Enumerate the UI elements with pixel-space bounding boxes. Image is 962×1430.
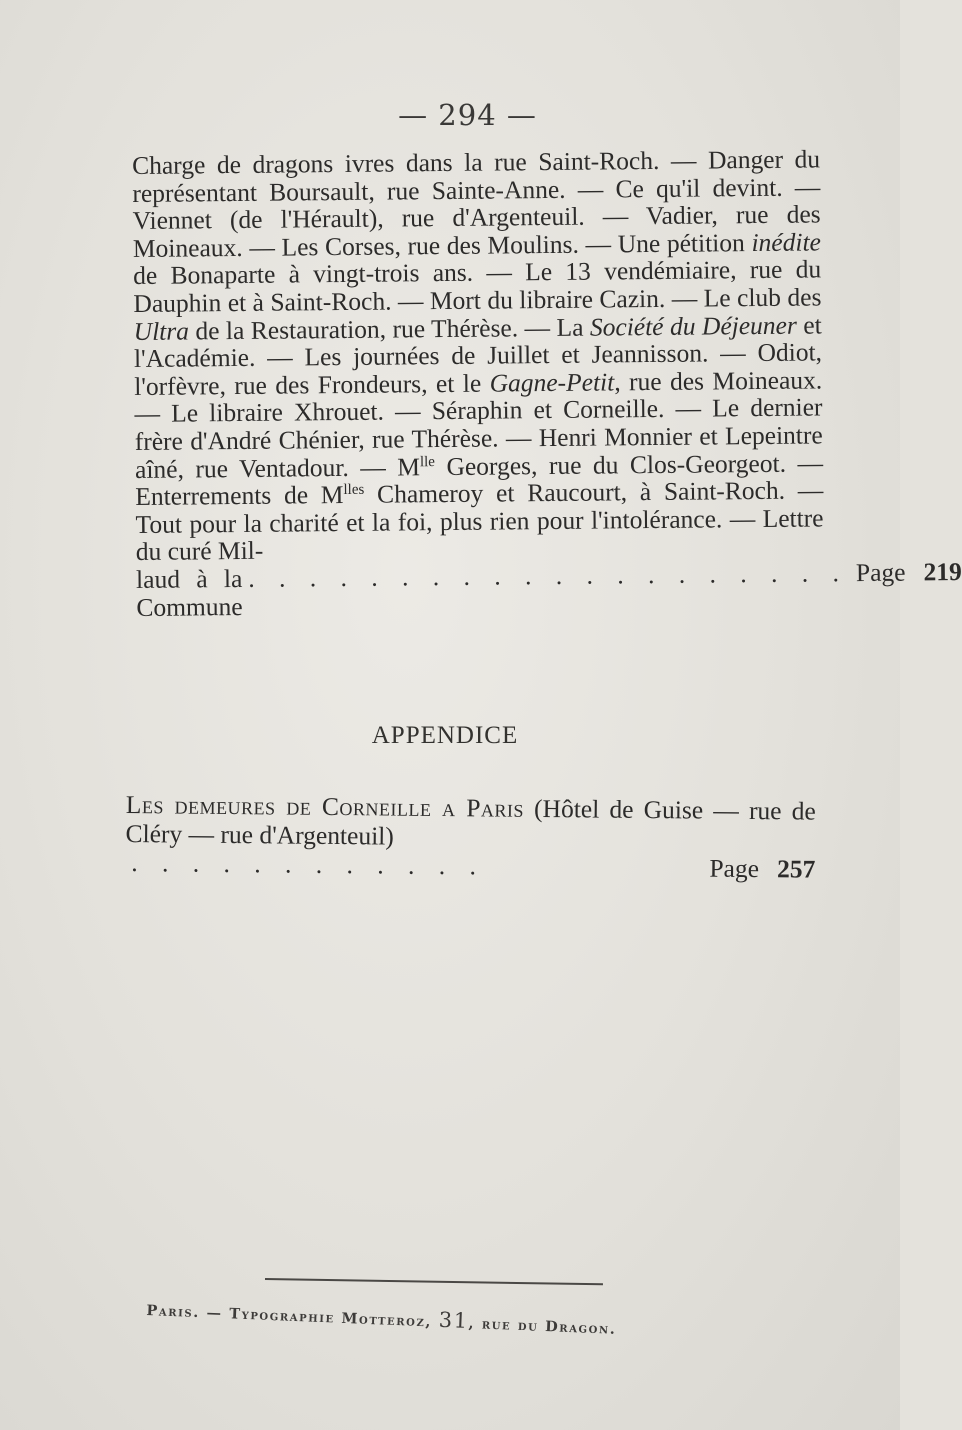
- summary-text: et l'Académie. — Les journées de Juillet et Jeannisson. — Odiot, l'orfèvre, rue des Frondeurs, et le: [133, 309, 823, 401]
- appendix-entry-text: [125, 790, 816, 855]
- page-label: Page: [709, 853, 760, 884]
- italic-term: Gagne-Petit: [489, 367, 615, 398]
- appendix-entry-detail: (Hôtel de Guise — rue de Cléry — rue d'Argenteuil): [125, 793, 816, 851]
- page-value: 219: [923, 556, 962, 587]
- superscript: lles: [343, 481, 365, 499]
- summary-text: laud à la Commune: [135, 563, 243, 622]
- imprint-text: Paris. — Typographie Motteroz,: [146, 1301, 440, 1331]
- toc-entry-last-line: [135, 556, 962, 622]
- printer-imprint: [146, 1296, 746, 1344]
- page-label: Page: [855, 557, 906, 587]
- summary-text: Charge de dragons ivres dans la rue Saint-Roch. — Danger du représentant Boursault, rue Sainte-Anne. — Ce qu'il devint. — Viennet (de l'Hérault), rue d'Argenteuil. — Vadier, rue des Moineaux. — Les Corses, rue des Moulins. — Une pétition: [131, 144, 821, 263]
- page-reference: [848, 558, 962, 587]
- imprint-rule: [265, 1278, 603, 1285]
- dot-leaders: . . . . . . . . . . . . . . . . . . . .: [248, 558, 849, 593]
- page-reference: [701, 854, 815, 884]
- imprint-number: 31: [438, 1307, 470, 1333]
- summary-text: Chameroy et Raucourt, à Saint-Roch. — Tout pour la charité et la foi, plus rien pour l'intolérance. — Lettre du curé Mil-: [135, 475, 824, 567]
- imprint-text: , rue du Dragon.: [468, 1314, 617, 1338]
- page-value: 257: [776, 854, 816, 884]
- summary-text: , rue des Moineaux. — Le libraire Xhrouet. — Séraphin et Corneille. — Le dernier frère d'André Chénier, rue Thérèse. — Henri Monnier et Lepeintre aîné, rue Ventadour. — M: [134, 365, 823, 484]
- superscript: lle: [419, 453, 436, 470]
- italic-term: Société du Déjeuner: [589, 310, 797, 342]
- page-number: — 294 —: [398, 98, 537, 132]
- toc-entry-chapter: [131, 144, 962, 622]
- appendix-entry: [125, 790, 816, 884]
- toc-entry-summary: [132, 145, 824, 565]
- appendix-heading: APPENDICE: [371, 722, 519, 749]
- dot-leaders: . . . . . . . . . . . .: [131, 848, 486, 881]
- summary-text: de la Restauration, rue Thérèse. — La: [188, 312, 591, 346]
- italic-term: Ultra: [133, 316, 190, 346]
- summary-text: Georges, rue du Clos-Georgeot. — Enterrements de M: [135, 447, 824, 512]
- italic-term: inédite: [751, 227, 822, 257]
- appendix-entry-end: [125, 848, 815, 884]
- appendix-entry-title: Les demeures de Corneille a Paris: [125, 790, 525, 823]
- summary-text: de Bonaparte à vingt-trois ans. — Le 13 vendémiaire, rue du Dauphin et à Saint-Roch. — Mort du libraire Cazin. — Le club des: [133, 254, 822, 318]
